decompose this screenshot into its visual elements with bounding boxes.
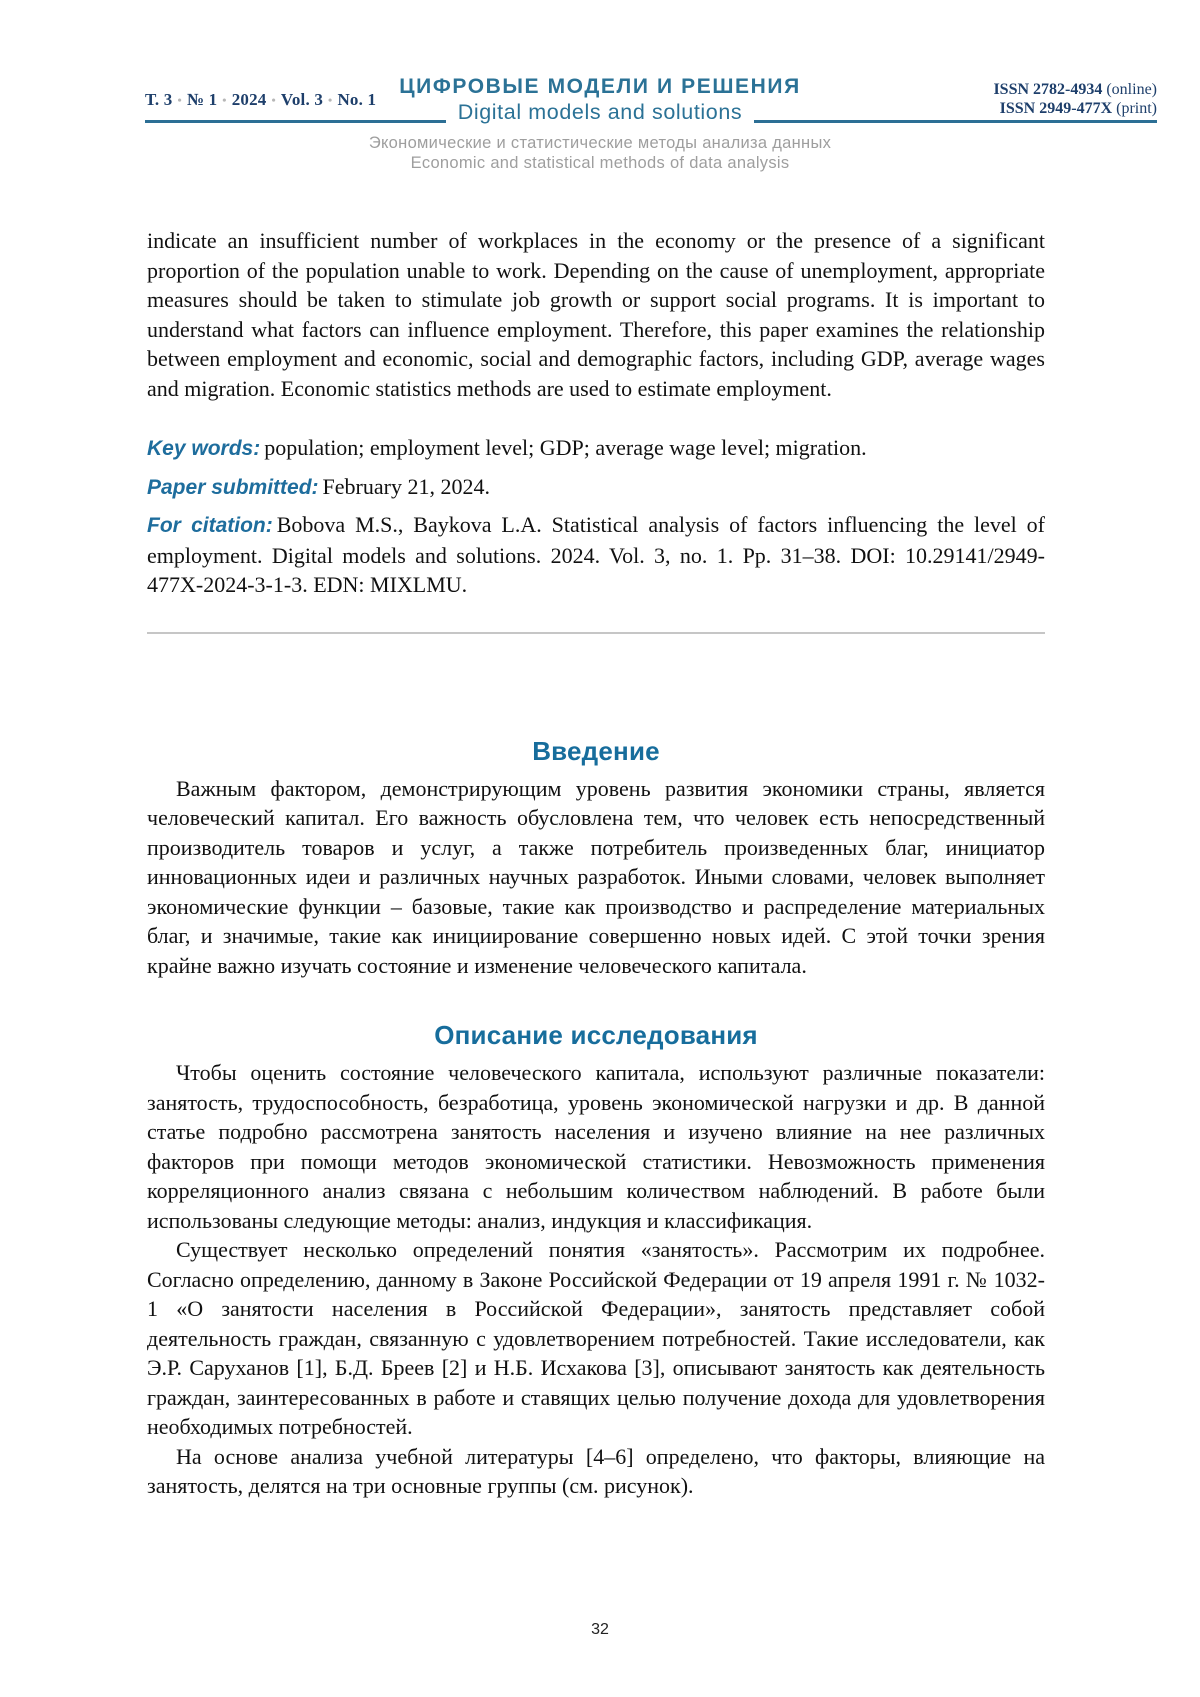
issue-ru: № 1: [186, 90, 218, 109]
volume-en: Vol. 3: [280, 90, 324, 109]
paper-submitted-value: February 21, 2024.: [322, 473, 490, 499]
for-citation-value: Bobova M.S., Baykova L.A. Statistical analysis of factors influencing the level of employment. Digital models and solutions. 2024. Vol. 3, no. 1. Pp. 31–38. DOI: 10.29141/2949-477X-2024-3-1-3. EDN: MIXLMU.: [147, 512, 1045, 597]
journal-title-en: Digital models and solutions: [446, 100, 755, 124]
year: 2024: [231, 90, 267, 109]
article-content: [147, 226, 1045, 1501]
section-heading-introduction: Введение: [532, 735, 660, 766]
separator-dot: •: [222, 93, 227, 107]
for-citation-line: [147, 510, 1045, 600]
volume-ru: Т. 3: [145, 90, 173, 109]
page-header: [0, 0, 1200, 126]
separator-dot: •: [177, 93, 182, 107]
section-divider: [147, 632, 1045, 634]
issn-online-number: ISSN 2782-4934: [993, 81, 1103, 98]
journal-title-ru: ЦИФРОВЫЕ МОДЕЛИ И РЕШЕНИЯ: [399, 75, 801, 98]
issn-online-suffix: (online): [1102, 81, 1157, 98]
issn-print-number: ISSN 2949-477X: [999, 100, 1113, 117]
running-section-ru: Экономические и статистические методы анализа данных: [368, 134, 832, 152]
issn-print-line: [993, 99, 1157, 118]
issn-block: [993, 80, 1157, 118]
introduction-paragraph: Важным фактором, демонстрирующим уровень развития экономики страны, является человеческий капитал. Его важность обусловлена тем, что человек есть непосредственный производитель товаров и услуг, а также потребитель произведенных благ, инициатор инновационных идеи и различных научных разработок. Иными словами, человек выполняет экономические функции – базовые, такие как производство и распределение материальных благ, и значимые, такие как инициирование совершенно новых идей. С этой точки зрения крайне важно изучать состояние и изменение человеческого капитала.: [147, 775, 1045, 978]
paper-submitted-line: [147, 472, 1045, 503]
issn-print-suffix: (print): [1112, 100, 1157, 117]
paper-submitted-label: Paper submitted:: [147, 475, 319, 499]
issn-online-line: [993, 80, 1157, 99]
separator-dot: •: [271, 93, 276, 107]
running-section-en: Economic and statistical methods of data analysis: [410, 154, 790, 172]
running-section: [0, 133, 1200, 173]
keywords-line: [147, 433, 1045, 464]
study-paragraph: Существует несколько определений понятия «занятость». Рассмотрим их подробнее. Согласно определению, данному в Законе Российской Федерации от 19 апреля 1991 г. № 1032-1 «О занятости населения в Российской Федерации», занятость представляет собой деятельность граждан, связанную с удовлетворением потребностей. Такие исследователи, как Э.Р. Саруханов [1], Б.Д. Бреев [2] и Н.Б. Исхакова [3], описывают занятость как деятельность граждан, заинтересованных в работе и ставящих целью получение дохода для удовлетворения необходимых потребностей.: [147, 1237, 1045, 1439]
keywords-value: population; employment level; GDP; average wage level; migration.: [264, 435, 867, 460]
page-number: 32: [591, 1621, 609, 1638]
section-heading-study-description: Описание исследования: [434, 1020, 758, 1050]
abstract-paragraph: indicate an insufficient number of workplaces in the economy or the presence of a significant proportion of the population unable to work. Depending on the cause of unemployment, appropriate measures should be taken to stimulate job growth or support social programs. It is important to understand what factors can influence employment. Therefore, this paper examines the relationship between employment and economic, social and demographic factors, including GDP, average wages and migration. Economic statistics methods are used to estimate employment.: [147, 228, 1045, 401]
page-footer: [0, 1621, 1200, 1639]
keywords-label: Key words:: [147, 437, 261, 460]
study-paragraph: Чтобы оценить состояние человеческого капитала, используют различные показатели: занятость, трудоспособность, безработица, уровень экономической нагрузки и др. В данной статье подробно рассмотрена занятость населения и изучено влияние на нее различных факторов при помощи методов экономической статистики. Невозможность применения корреляционного анализ связана с небольшим количеством наблюдений. В работе были использованы следующие методы: анализ, индукция и классификация.: [147, 1060, 1045, 1233]
separator-dot: •: [328, 93, 333, 107]
issue-en: No. 1: [337, 90, 377, 109]
study-paragraph: На основе анализа учебной литературы [4–6] определено, что факторы, влияющие на занятость, делятся на три основные группы (см. рисунок).: [147, 1443, 1045, 1498]
for-citation-label: For citation:: [147, 514, 273, 537]
